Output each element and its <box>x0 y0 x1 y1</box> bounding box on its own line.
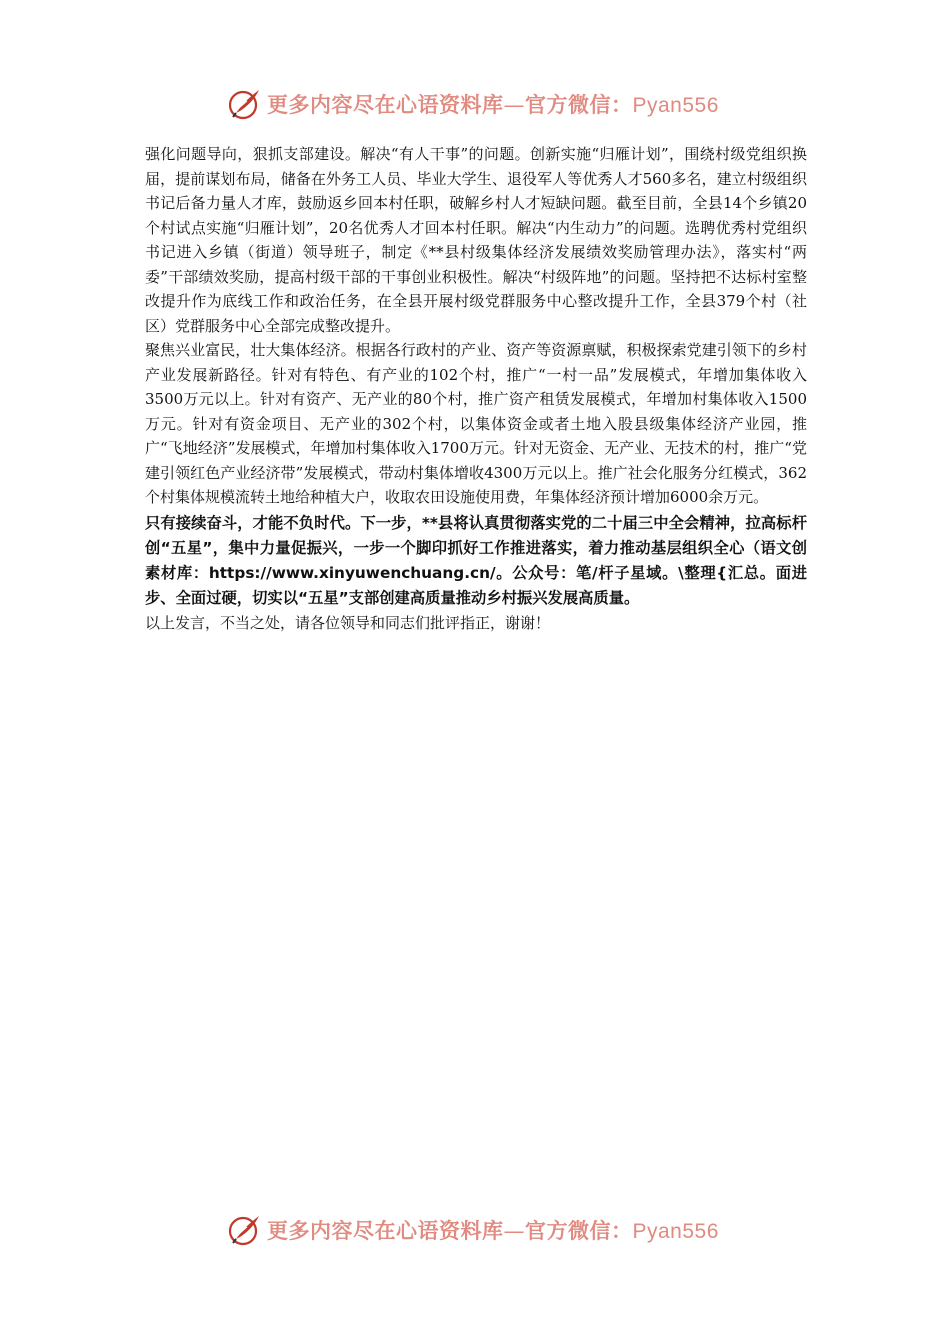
banner-main: 更多内容尽在心语资料库 <box>267 1219 504 1243</box>
banner-separator: — <box>503 1219 525 1243</box>
banner-wechat-label: 官方微信： <box>525 1219 633 1243</box>
header-banner <box>227 82 747 126</box>
footer-banner <box>227 1208 747 1252</box>
banner-separator: — <box>503 93 525 117</box>
banner-wechat-id: Pyan556 <box>632 1220 719 1243</box>
quill-pen-logo-icon <box>227 86 263 122</box>
banner-text <box>267 89 719 119</box>
paragraph-party-building: 强化问题导向，狠抓支部建设。解决“有人干事”的问题。创新实施“归雁计划”，围绕村级党组织换届，提前谋划布局，储备在外务工人员、毕业大学生、退役军人等优秀人才560多名，建立村级组织书记后备力量人才库，鼓励返乡回本村任职，破解乡村人才短缺问题。截至目前，全县14个乡镇20个村试点实施“归雁计划”，20名优秀人才回本村任职。解决“内生动力”的问题。选聘优秀村党组织书记进入乡镇（街道）领导班子，制定《**县村级集体经济发展绩效奖励管理办法》，落实村“两委”干部绩效奖励，提高村级干部的干事创业积极性。解决“村级阵地”的问题。坚持把不达标村室整改提升作为底线工作和政治任务，在全县开展村级党群服务中心整改提升工作，全县379个村（社区）党群服务中心全部完成整改提升。 <box>145 145 807 335</box>
banner-main: 更多内容尽在心语资料库 <box>267 93 504 117</box>
paragraph-collective-economy: 聚焦兴业富民，壮大集体经济。根据各行政村的产业、资产等资源禀赋，积极探索党建引领下的乡村产业发展新路径。针对有特色、有产业的102个村，推广“一村一品”发展模式，年增加集体收入3500万元以上。针对有资产、无产业的80个村，推广资产租赁发展模式，年增加村集体收入1500万元。针对有资金项目、无产业的302个村，以集体资金或者土地入股县级集体经济产业园，推广“飞地经济”发展模式，年增加村集体收入1700万元。针对无资金、无产业、无技术的村，推广“党建引领红色产业经济带”发展模式，带动村集体增收4300万元以上。推广社会化服务分红模式，362个村集体规模流转土地给种植大户，收取农田设施使用费，年集体经济预计增加6000余万元。 <box>145 341 807 506</box>
banner-text <box>267 1215 719 1245</box>
document-body <box>145 142 807 635</box>
quill-pen-logo-icon <box>227 1212 263 1248</box>
paragraph-next-steps: 只有接续奋斗，才能不负时代。下一步，**县将认真贯彻落实党的二十届三中全会精神，拉高标杆创“五星”，集中力量促振兴，一步一个脚印抓好工作推进落实，着力推动基层组织全心（语文创素材库：https://www.xinyuwenchuang.cn/。公众号：笔/杆子星域。\整理{汇总。面进步、全面过硬，切实以“五星”支部创建高质量推动乡村振兴发展高质量。 <box>145 513 807 607</box>
banner-wechat-id: Pyan556 <box>632 94 719 117</box>
paragraph-closing: 以上发言，不当之处，请各位领导和同志们批评指正，谢谢！ <box>145 613 551 632</box>
banner-wechat-label: 官方微信： <box>525 93 633 117</box>
